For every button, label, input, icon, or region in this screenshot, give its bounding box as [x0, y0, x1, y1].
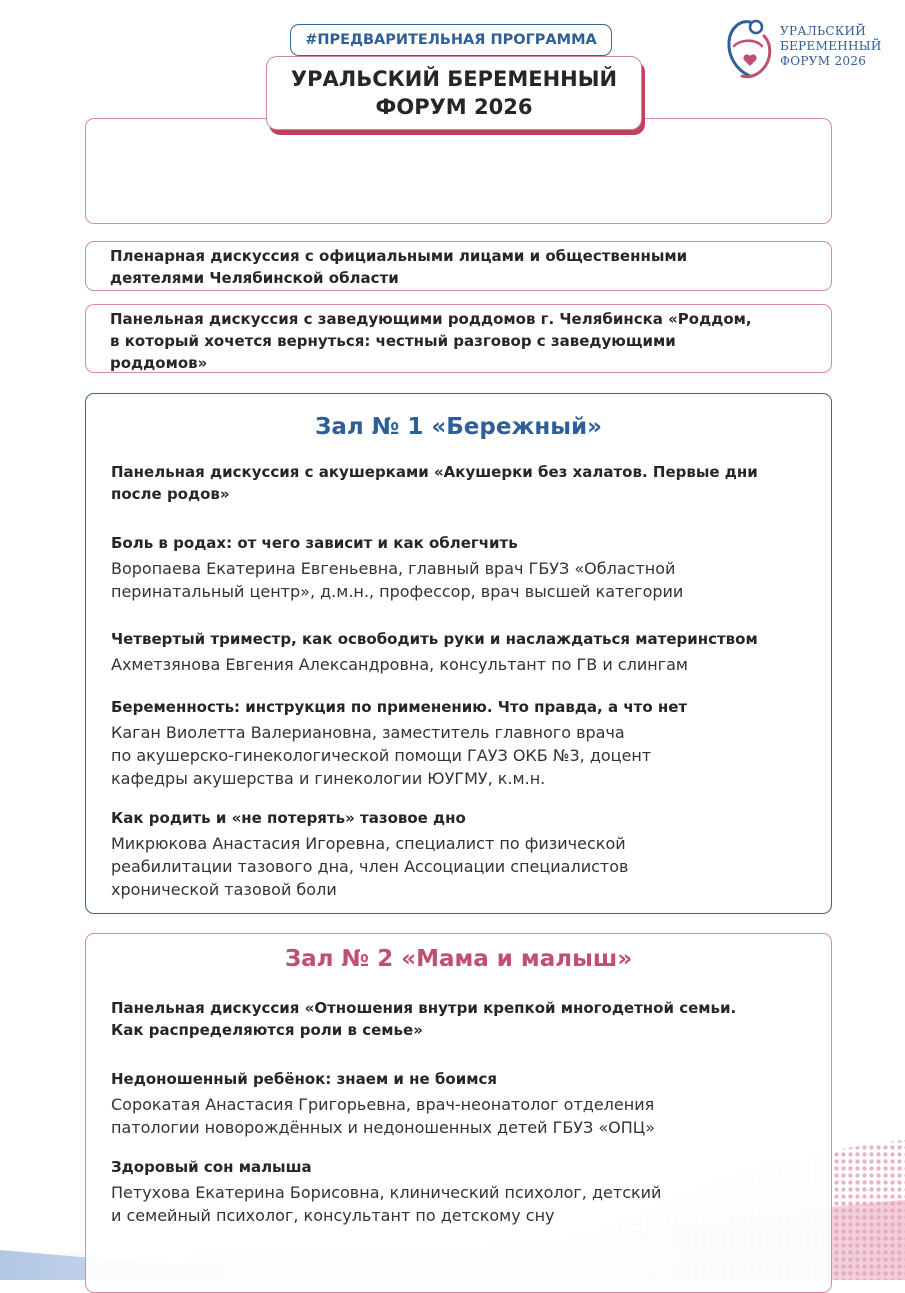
hall-1-item: [111, 807, 801, 901]
session-speaker: Ахметзянова Евгения Александровна, консультант по ГВ и слингам: [111, 655, 688, 674]
hall-2-title: Зал № 2 «Мама и малыш»: [284, 946, 633, 972]
session-title: Здоровый сон малыша: [111, 1158, 312, 1176]
forum-title-text: УРАЛЬСКИЙ БЕРЕМЕННЫЙ ФОРУМ 2026: [290, 67, 618, 119]
session-title: Панельная дискуссия «Отношения внутри крепкой многодетной семьи. Как распределяются роли в семье»: [111, 999, 737, 1039]
mother-child-heart-icon: [720, 16, 778, 84]
hall-1-section: [85, 393, 832, 914]
hall-1-item: [111, 696, 801, 790]
hall-2-item: [111, 1156, 801, 1227]
session-speaker: Каган Виолетта Валериановна, заместитель главного врача по акушерско-гинекологической помощи ГАУЗ ОКБ №3, доцент кафедры акушерства и гинекологии ЮУГМУ, к.м.н.: [111, 723, 652, 788]
intro-text-plenary: Пленарная дискуссия с официальными лицами и общественными деятелями Челябинской области: [110, 247, 688, 287]
hall-1-item: [111, 628, 801, 676]
hall-1-item: [111, 532, 801, 603]
intro-text-maternity: Панельная дискуссия с заведующими роддомов г. Челябинска «Роддом, в который хочется вернуться: честный разговор с заведующими роддомов»: [110, 310, 752, 372]
forum-logo: [720, 16, 895, 86]
logo-text: УРАЛЬСКИЙ БЕРЕМЕННЫЙ ФОРУМ 2026: [780, 24, 882, 68]
hall-2-item: [111, 1068, 801, 1139]
session-title: Панельная дискуссия с акушерками «Акушерки без халатов. Первые дни после родов»: [111, 463, 758, 503]
session-speaker: Сорокатая Анастасия Григорьевна, врач-неонатолог отделения патологии новорождённых и недоношенных детей ГБУЗ «ОПЦ»: [111, 1095, 656, 1137]
session-speaker: Воропаева Екатерина Евгеньевна, главный врач ГБУЗ «Областной перинатальный центр», д.м.н., профессор, врач высшей категории: [111, 559, 684, 601]
session-title: Как родить и «не потерять» тазовое дно: [111, 809, 466, 827]
hall-1-title: Зал № 1 «Бережный»: [314, 414, 602, 440]
session-title: Недоношенный ребёнок: знаем и не боимся: [111, 1070, 497, 1088]
session-speaker: Петухова Екатерина Борисовна, клинический психолог, детский и семейный психолог, консультант по детскому сну: [111, 1183, 662, 1225]
session-title: Четвертый триместр, как освободить руки и наслаждаться материнством: [111, 630, 758, 648]
preliminary-program-tag: #ПРЕДВАРИТЕЛЬНАЯ ПРОГРАММА: [290, 24, 612, 56]
forum-title: [266, 56, 642, 130]
session-speaker: Микрюкова Анастасия Игоревна, специалист по физической реабилитации тазового дна, член Ассоциации специалистов хронической тазовой боли: [111, 834, 629, 899]
intro-block-registration: [85, 118, 832, 224]
hall-2-section: [85, 933, 832, 1293]
hall-2-item: [111, 997, 801, 1041]
hall-1-item: [111, 461, 801, 505]
session-title: Боль в родах: от чего зависит и как облегчить: [111, 534, 518, 552]
session-title: Беременность: инструкция по применению. Что правда, а что нет: [111, 698, 688, 716]
